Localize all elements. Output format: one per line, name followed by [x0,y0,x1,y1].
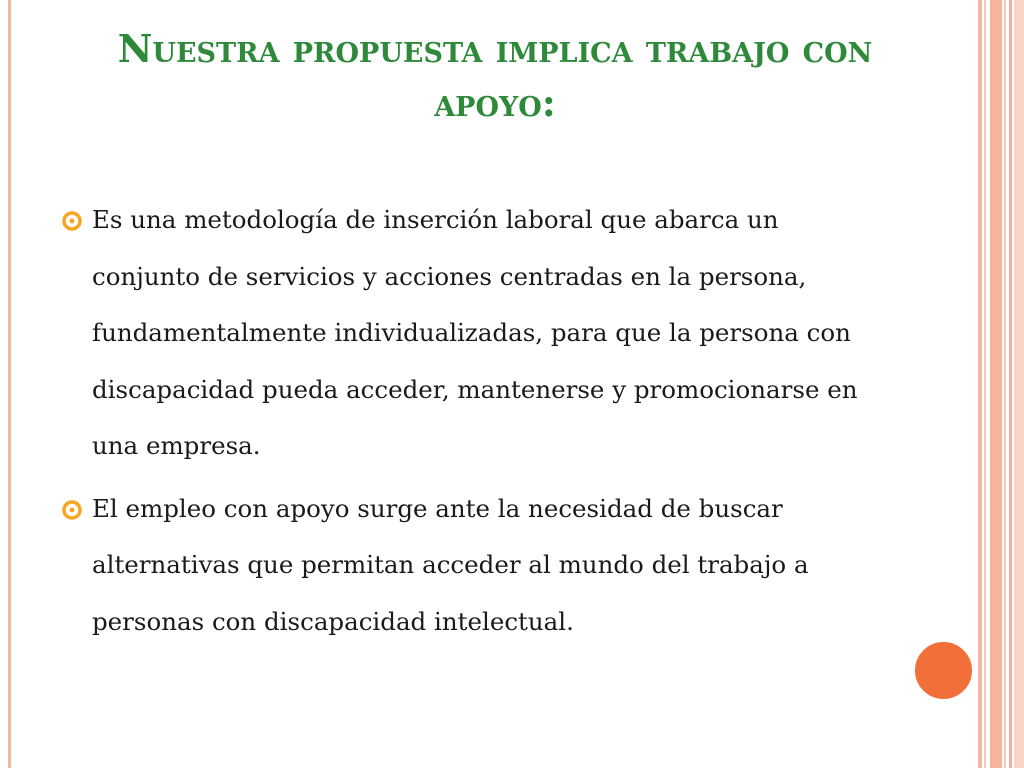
decorative-stripe [1009,0,1012,768]
decorative-stripe [1014,0,1024,768]
decorative-stripe [978,0,982,768]
decorative-circle [912,639,975,702]
bullet-item [62,481,862,651]
bullet-icon [62,211,82,231]
decorative-stripe [990,0,1002,768]
bullet-list [62,192,862,656]
decorative-stripe [1004,0,1006,768]
bullet-item [62,192,862,475]
bullet-text: Es una metodología de inserción laboral que abarca un conjunto de servicios y acciones centradas en la persona, fundamentalmente individualizadas, para que la persona con discapacidad pueda acceder, mantenerse y promocionarse en una empresa. [92,205,858,460]
bullet-icon [62,500,82,520]
slide-title: Nuestra propuesta implica trabajo con apoyo: [117,26,873,125]
left-border-line [8,0,11,768]
bullet-text: El empleo con apoyo surge ante la necesidad de buscar alternativas que permitan acceder al mundo del trabajo a personas con discapacidad intelectual. [92,493,809,636]
decorative-stripe [984,0,986,768]
